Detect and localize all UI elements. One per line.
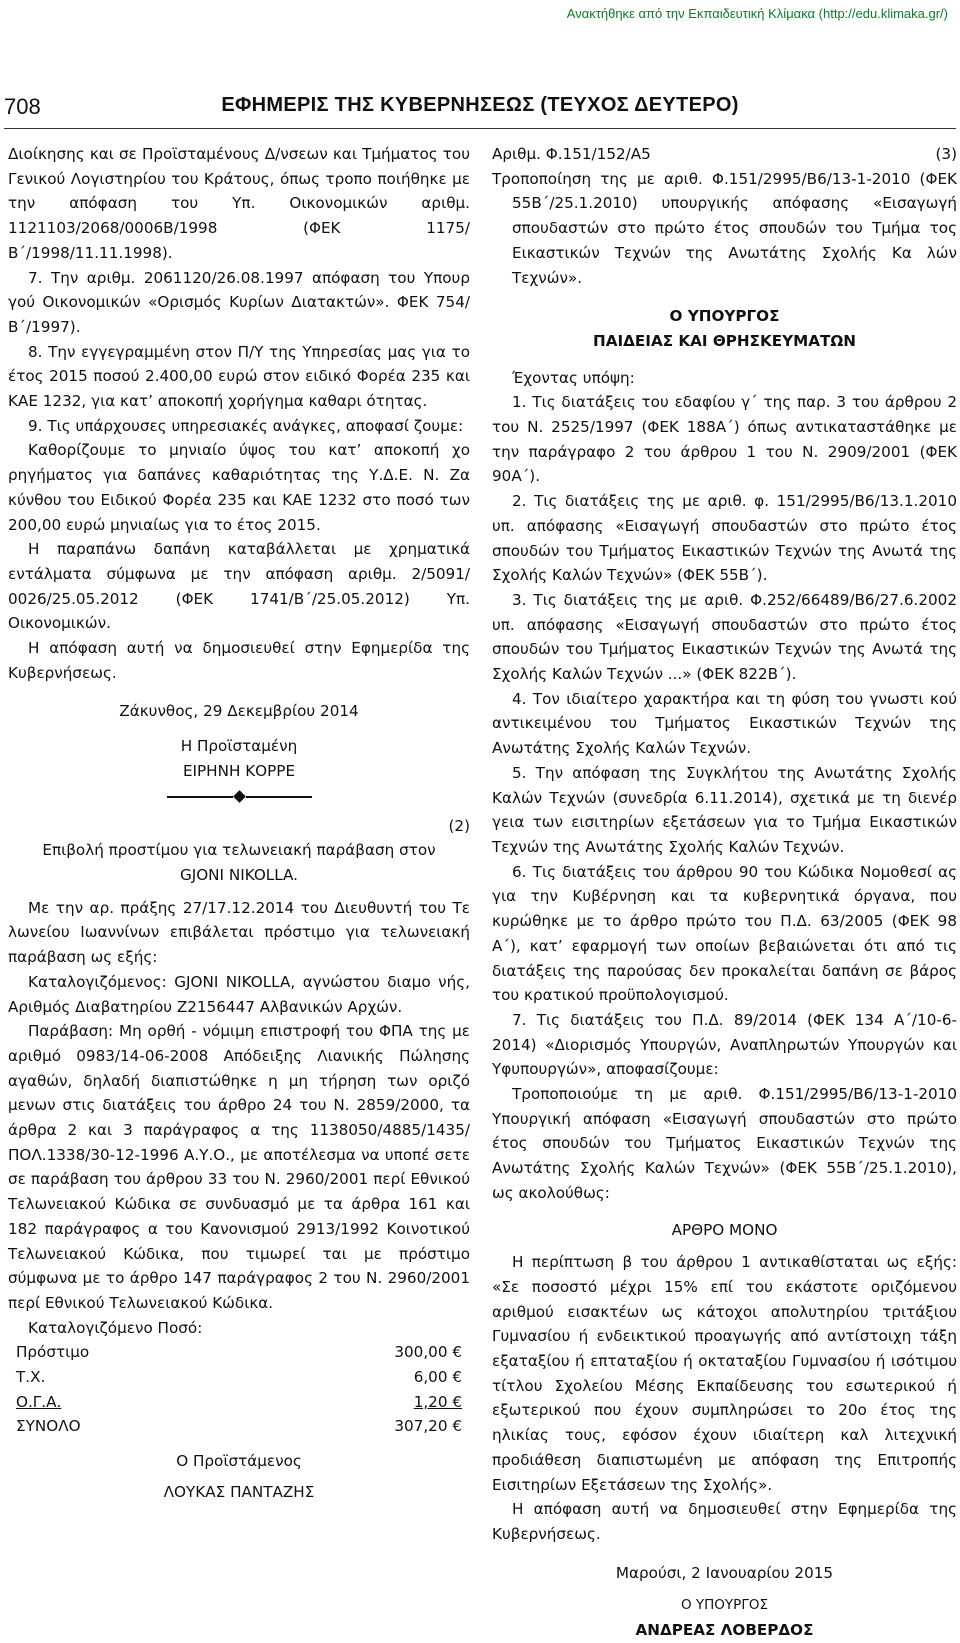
signature-role: Ο Προϊστάμενος — [176, 1452, 302, 1471]
decision-ref: Αριθμ. Φ.151/152/Α5 — [492, 145, 651, 163]
signature-role: Η Προϊσταμένη — [180, 737, 298, 756]
decision-title: Τροποποίηση της με αριθ. Φ.151/2995/Β6/13-1-2010 (ΦΕΚ 55Β΄/25.1.2010) υπουργικής απόφασης «Εισαγωγή σπουδαστών στο πρώτο έτος σπουδών του Τμήμα τος Εικαστικών Τεχνών της Ανωτάτης Σχολής Κα λών Τεχνών». — [492, 169, 957, 287]
diamond-icon — [233, 790, 246, 803]
article-heading: ΑΡΘΡΟ ΜΟΝΟ — [671, 1220, 778, 1239]
signature-name: ΛΟΥΚΑΣ ΠΑΝΤΑΖΗΣ — [163, 1482, 315, 1501]
header-rule — [4, 128, 956, 129]
watermark-link[interactable]: Ανακτήθηκε από την Εκπαιδευτική Κλίμακα (http://edu.klimaka.gr/) — [566, 6, 948, 21]
amount-value: 6,00 € — [413, 1368, 462, 1387]
decision-ref-row — [492, 142, 957, 167]
paragraph: Η περίπτωση β του άρθρου 1 αντικαθίσταται ως εξής: «Σε ποσοστό μέχρι 15% επί του εκάστοτε οριζόμενου αριθμού εισακτέων ως κάτοχοι απολυτηρίου τριτάξιου Γυμνασίου ή ενδεικτικού προαγωγής από αντίστοιχη τάξη εξαταξίου ή επταταξίου ή οκταταξίου Γυμνασίου ή ισότιμου τίτλου Σχολείου Μέσης Εκπαίδευσης του εσωτερικού ή εξωτερικού που έχουν συμπληρώσει το 20ο έτος της ηλικίας τους, εφόσον έχουν ιδιαίτερη καλ λιτεχνική προδιάθεση διαπιστωμένη με απόφαση της Επιτροπής Εισιτηρίων Εξετάσεων της Σχολής». — [492, 1253, 957, 1494]
journal-title: ΕΦΗΜΕΡΙΣ ΤΗΣ ΚΥΒΕΡΝΗΣΕΩΣ (ΤΕΥΧΟΣ ΔΕΥΤΕΡΟ) — [221, 94, 739, 116]
paragraph: Η απόφαση αυτή να δημοσιευθεί στην Εφημερίδα της Κυβερνήσεως. — [492, 1500, 957, 1543]
paragraph: 8. Την εγγεγραμμένη στον Π/Υ της Υπηρεσίας μας για το έτος 2015 ποσού 2.400,00 ευρώ στον ειδικό Φορέα 235 και ΚΑΕ 1232, για κατ’ αποκοπή χορήγημα καθαρι ότητας. — [8, 342, 470, 411]
amount-row — [8, 1365, 462, 1390]
place-date: Μαρούσι, 2 Ιανουαρίου 2015 — [615, 1563, 834, 1582]
signature-role: Ο ΥΠΟΥΡΓΟΣ — [680, 1597, 768, 1614]
paragraph: Η παραπάνω δαπάνη καταβάλλεται με χρηματικά εντάλματα σύμφωνα με την απόφαση αριθμ. 2/5091/ 0026/25.05.2012 (ΦΕΚ 1741/Β΄/25.05.2012) Υπ. Οικονομικών. — [8, 540, 470, 633]
amount-value: 307,20 € — [394, 1417, 462, 1436]
paragraph: 1. Τις διατάξεις του εδαφίου γ΄ της παρ. 3 του άρθρου 2 του Ν. 2525/1997 (ΦΕΚ 188Α΄) όπως αντικαταστάθηκε με την παράγραφο 2 του άρθρου 1 του Ν. 2909/2001 (ΦΕΚ 90Α΄). — [492, 393, 957, 486]
paragraph: Η απόφαση αυτή να δημοσιευθεί στην Εφημερίδα της Κυβερνήσεως. — [8, 639, 470, 682]
paragraph: Έχοντας υπόψη: — [512, 368, 635, 387]
minister-title: Ο ΥΠΟΥΡΓΟΣ — [669, 307, 780, 326]
amount-row — [8, 1390, 462, 1415]
decision-number: (2) — [448, 816, 470, 835]
signature-name: ΕΙΡΗΝΗ ΚΟΡΡΕ — [182, 761, 296, 780]
amount-value: 1,20 € — [413, 1392, 462, 1411]
page-number: 708 — [4, 94, 41, 119]
amount-label: Τ.Χ. — [16, 1368, 46, 1387]
paragraph: 2. Τις διατάξεις της με αριθ. φ. 151/2995/Β6/13.1.2010 υπ. απόφασης «Εισαγωγή σπουδαστών στο πρώτο έτος σπουδών του Τμήματος Εικαστικών Τεχνών της Ανωτά της Σχολής Καλών Τεχνών» (ΦΕΚ 55Β΄). — [492, 492, 957, 585]
left-column — [8, 142, 470, 1505]
paragraph: 7. Τις διατάξεις του Π.Δ. 89/2014 (ΦΕΚ 134 Α΄/10-6-2014) «Διορισμός Υπουργών, Αναπληρωτών Υπουργών και Υφυπουργών», αποφασίζουμε: — [492, 1010, 957, 1079]
signature-name: ΑΝΔΡΕΑΣ ΛΟΒΕΡΔΟΣ — [635, 1621, 814, 1640]
paragraph: Τροποποιούμε τη με αριθ. Φ.151/2995/Β6/13-1-2010 Υπουργική απόφαση «Εισαγωγή σπουδαστών στο πρώτο έτος σπουδών του Τμήματος Εικαστικών Τεχνών της Ανωτάτης Σχολής Καλών Τεχνών» (ΦΕΚ 55Β΄/25.1.2010), ως ακολούθως: — [492, 1085, 957, 1202]
amount-label: Πρόστιμο — [16, 1343, 90, 1362]
amount-value: 300,00 € — [394, 1343, 462, 1362]
paragraph: 4. Τον ιδιαίτερο χαρακτήρα και τη φύση του γνωστι κού αντικειμένου του Τμήματος Εικαστικών Τεχνών της Ανωτάτης Σχολής Καλών Τεχνών. — [492, 689, 957, 758]
amount-row — [8, 1414, 462, 1439]
decision-number: (3) — [935, 145, 957, 163]
paragraph: 9. Τις υπάρχουσες υπηρεσιακές ανάγκες, αποφασί ζουμε: — [28, 416, 464, 435]
right-column — [492, 142, 957, 1643]
paragraph: 7. Την αριθμ. 2061120/26.08.1997 απόφαση του Υπουρ γού Οικονομικών «Ορισμός Κυρίων Διατακτών». ΦΕΚ 754/Β΄/1997). — [8, 268, 470, 336]
amount-label: ΣΥΝΟΛΟ — [16, 1417, 81, 1436]
paragraph: Καταλογιζόμενος: GJONI NIKOLLA, αγνώστου διαμο νής, Αριθμός Διαβατηρίου Z2156447 Αλβανικών Αρχών. — [8, 972, 470, 1016]
ministry-name: ΠΑΙΔΕΙΑΣ ΚΑΙ ΘΡΗΣΚΕΥΜΑΤΩΝ — [593, 331, 856, 350]
amount-row — [8, 1340, 462, 1365]
amount-label: Ο.Γ.Α. — [16, 1392, 62, 1411]
paragraph: 3. Τις διατάξεις της με αριθ. Φ.252/66489/Β6/27.6.2002 υπ. απόφασης «Εισαγωγή σπουδαστών στο πρώτο έτος σπουδών του Τμήματος Εικαστικών Τεχνών της Ανωτά της Σχολής Καλών Τεχνών ...» (ΦΕΚ 822Β΄). — [492, 590, 957, 684]
section-divider — [8, 786, 470, 808]
paragraph: 5. Την απόφαση της Συγκλήτου της Ανωτάτης Σχολής Καλών Τεχνών (συνεδρία 6.11.2014), σχετικά με τη διενέρ γεια των εισιτηρίων εξετάσεων για το Τμήμα Εικαστικών Τεχνών της Ανωτάτης Σχολής Καλών Τεχνών. — [492, 763, 957, 856]
paragraph: Διοίκησης και σε Προϊσταμένους Δ/νσεων και Τμήματος του Γενικού Λογιστηρίου του Κράτους, όπως τροπο ποιήθηκε με την απόφαση του Υπ. Οικονομικών αριθμ. 1121103/2068/0006Β/1998 (ΦΕΚ 1175/Β΄/1998/11.11.1998). — [8, 145, 470, 262]
paragraph: 6. Τις διατάξεις του άρθρου 90 του Κώδικα Νομοθεσί ας για την Κυβέρνηση και τα κυβερνητικά όργανα, που κυρώθηκε με το άρθρο πρώτο του Π.Δ. 63/2005 (ΦΕΚ 98 Α΄), κατ’ εφαρμογή των οποίων βεβαιώνεται ότι από τις διατάξεις της παρούσας δεν προκαλείται δαπάνη σε βάρος του κρατικού προϋπολογισμού. — [492, 862, 957, 1005]
place-date: Ζάκυνθος, 29 Δεκεμβρίου 2014 — [119, 702, 359, 721]
paragraph: Με την αρ. πράξης 27/17.12.2014 του Διευθυντή του Τε λωνείου Ιωαννίνων επιβάλεται πρόστιμο για τελωνειακή παράβαση ως εξής: — [8, 898, 470, 967]
paragraph: Καθορίζουμε το μηνιαίο ύψος του κατ’ αποκοπή χο ρηγήματος για δαπάνες καθαριότητας της Υ.Δ.Ε. Ν. Ζα κύνθου του Ειδικού Φορέα 235 και ΚΑΕ 1232 στο ποσό των 200,00 ευρώ μηνιαίως για το έτος 2015. — [8, 441, 470, 534]
page-header — [4, 94, 956, 128]
decision-title: Επιβολή προστίμου για τελωνειακή παράβαση στον GJONI NIKOLLA. — [42, 841, 436, 884]
paragraph: Παράβαση: Μη ορθή - νόμιμη επιστροφή του ΦΠΑ της με αριθμό 0983/14-06-2008 Απόδειξης Λιανικής Πώλησης αγαθών, δηλαδή διαπιστώθηκε η μη τήρηση των οριζό μενων στις διατάξεις του άρθρο 24 του Ν. 2859/2000, τα άρθρα 2 και 3 παράγραφος α της 1138050/4885/1435/ ΠΟΛ.1338/30-12-1996 Α.Υ.Ο., με αποτέλεσμα να υποπέ σετε σε παράβαση του άρθρου 33 του Ν. 2960/2001 περί Εθνικού Τελωνειακού Κώδικα σε συνδυασμό με τα άρθρα 161 και 182 παράγραφος α του Κανονισμού 2913/1992 Κοινοτικού Τελωνειακού Κώδικα, που τιμωρεί ται με πρόστιμο σύμφωνα με το άρθρο 147 παράγραφος 2 του Ν. 2960/2001 περί Εθνικού Τελωνειακού Κώδικα. — [8, 1022, 470, 1312]
amount-heading: Καταλογιζόμενο Ποσό: — [28, 1318, 203, 1337]
